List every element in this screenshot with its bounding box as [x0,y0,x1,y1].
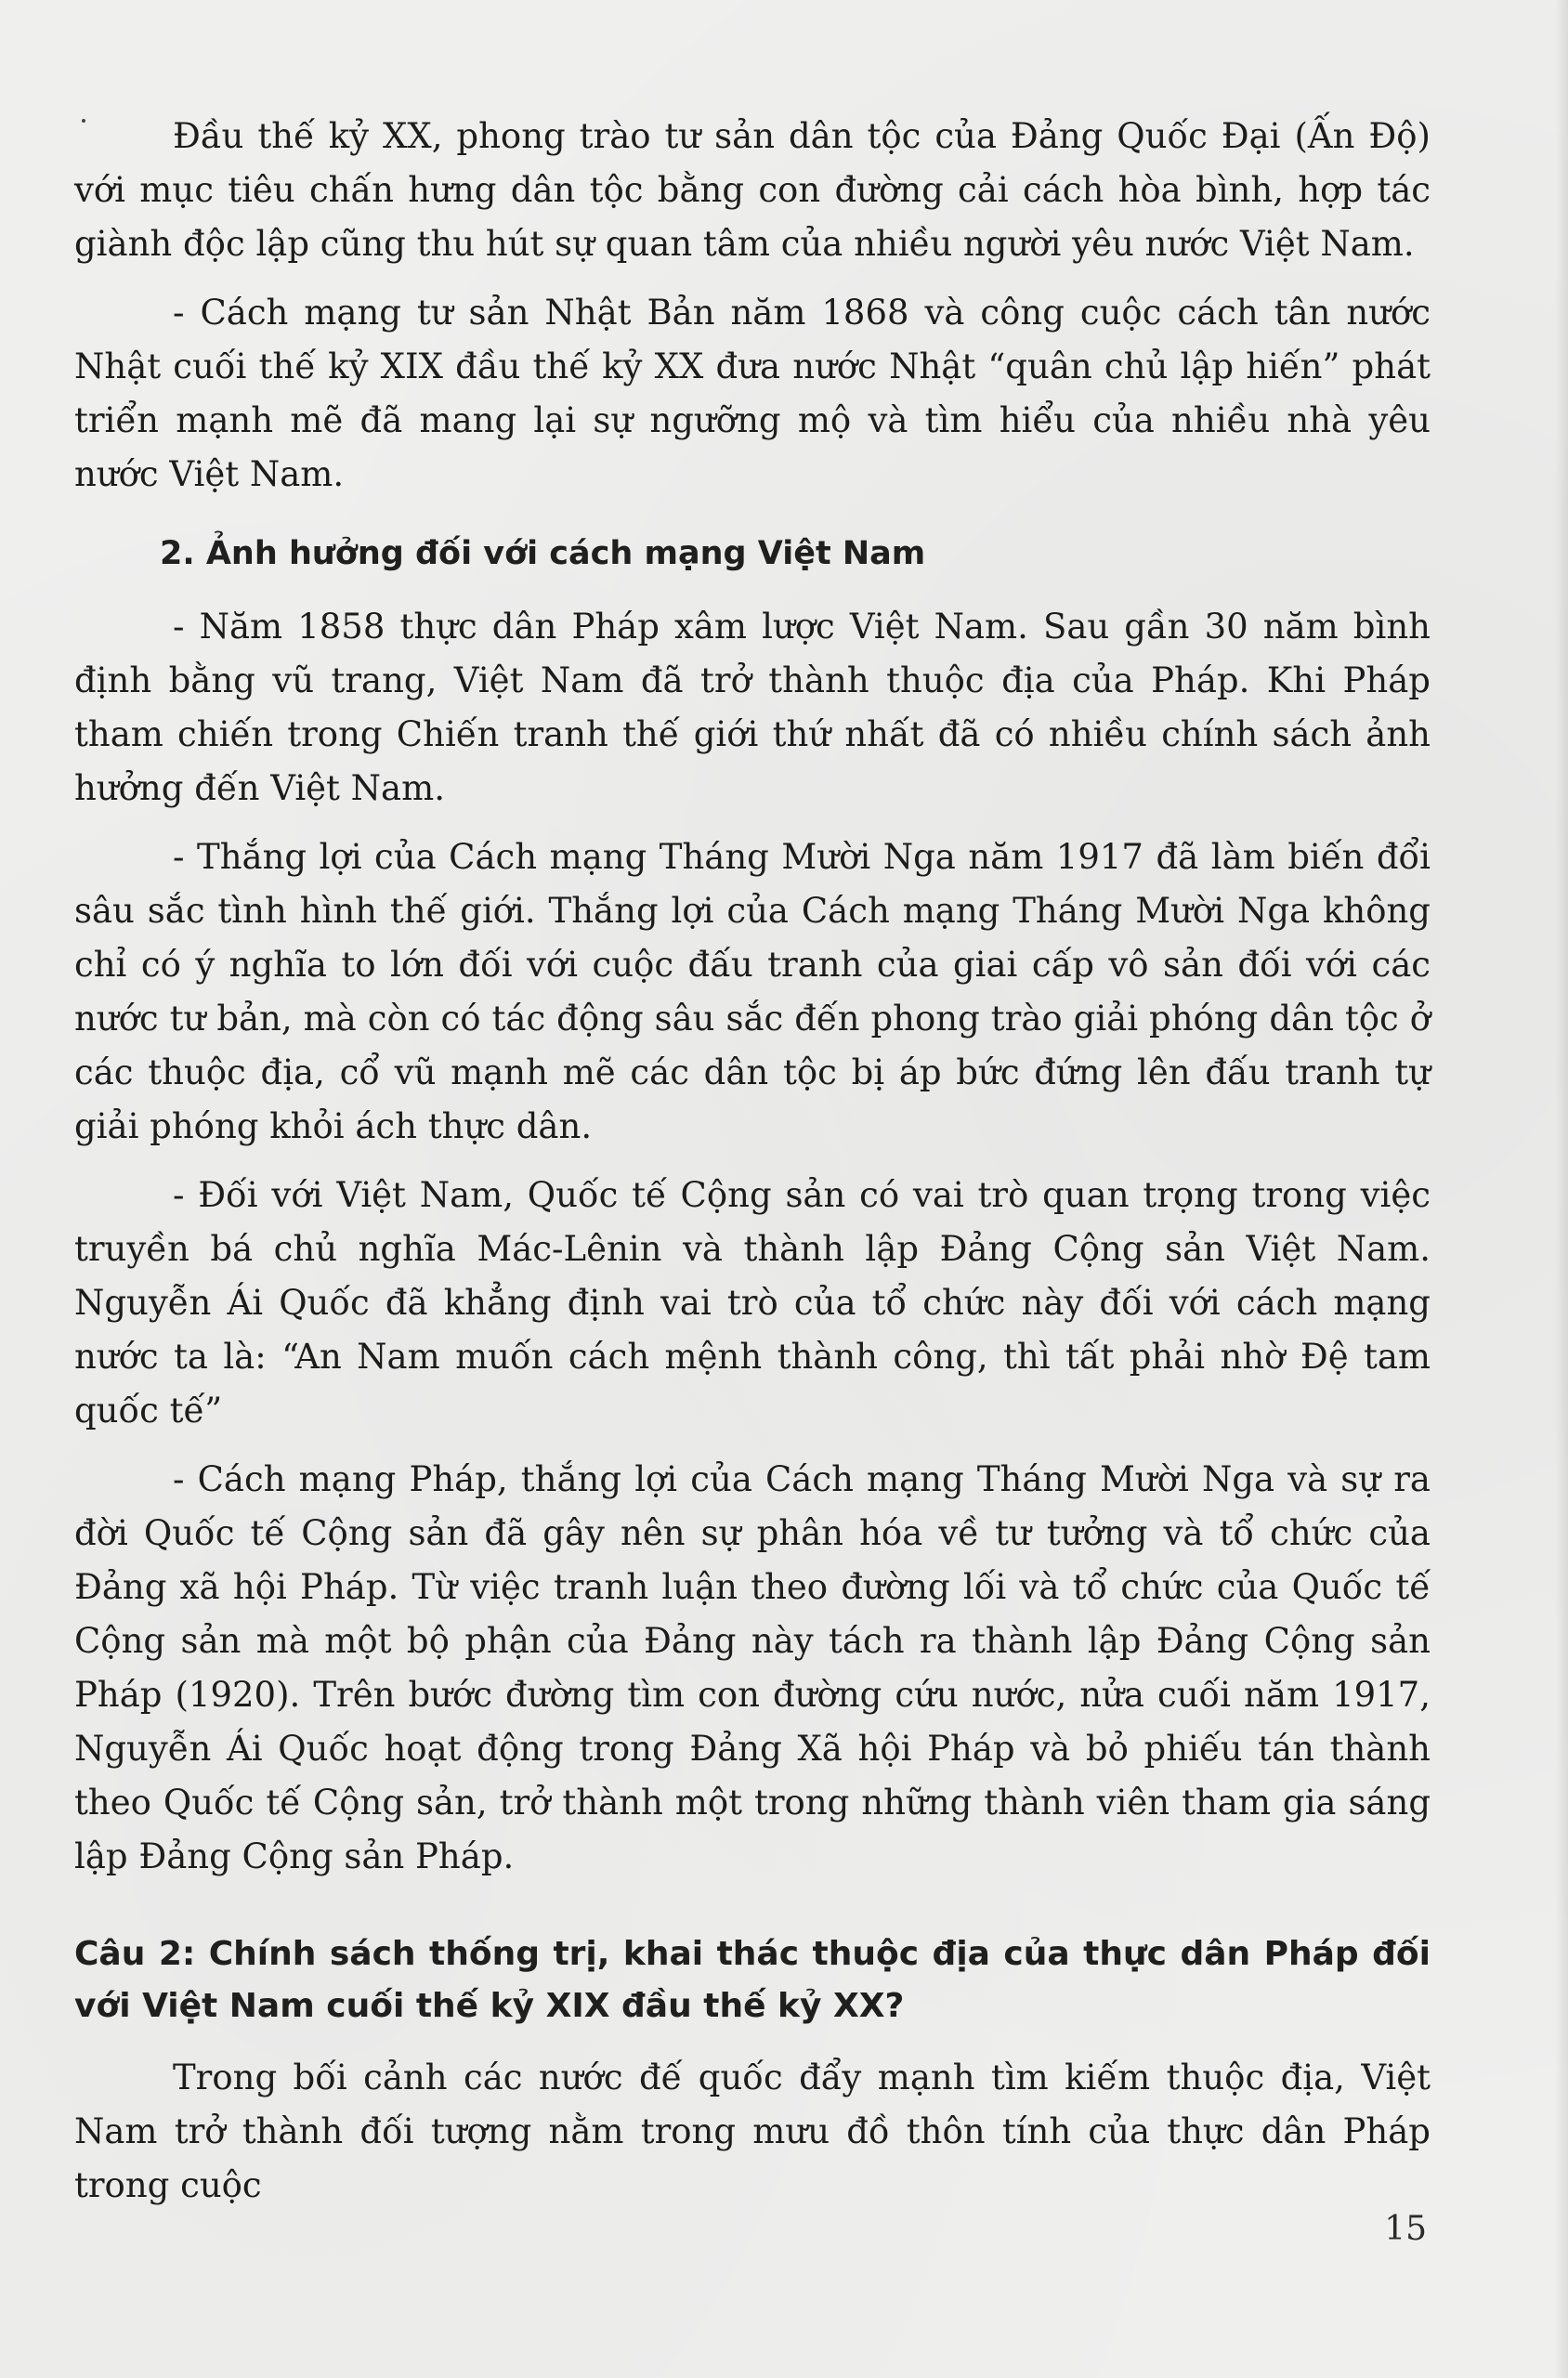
paragraph-french-colonization: - Năm 1858 thực dân Pháp xâm lược Việt Nam. Sau gần 30 năm bình định bằng vũ trang, Việt Nam đã trở thành thuộc địa của Pháp. Khi Pháp tham chiến trong Chiến tranh thế giới thứ nhất đã có nhiều chính sách ảnh hưởng đến Việt Nam. [74,607,1431,808]
section-heading: 2. Ảnh hưởng đối với cách mạng Việt Nam [160,535,926,572]
print-speck [82,119,85,123]
paragraph-answer: Trong bối cảnh các nước đế quốc đẩy mạnh tìm kiếm thuộc địa, Việt Nam trở thành đối tượng nằm trong mưu đồ thôn tính của thực dân Pháp trong cuộc [74,2058,1431,2205]
paragraph-meiji-japan: - Cách mạng tư sản Nhật Bản năm 1868 và công cuộc cách tân nước Nhật cuối thế kỷ XIX đầu thế kỷ XX đưa nước Nhật “quân chủ lập hiến” phát triển mạnh mẽ đã mang lại sự ngưỡng mộ và tìm hiểu của nhiều nhà yêu nước Việt Nam. [74,293,1431,494]
paragraph-comintern-vietnam: - Đối với Việt Nam, Quốc tế Cộng sản có vai trò quan trọng trong việc truyền bá chủ nghĩa Mác-Lênin và thành lập Đảng Cộng sản Việt Nam. Nguyễn Ái Quốc đã khẳng định vai trò của tổ chức này đối với cách mạng nước ta là: “An Nam muốn cách mệnh thành công, thì tất phải nhờ Đệ tam quốc tế” [74,1175,1431,1431]
paragraph-french-communist-party: - Cách mạng Pháp, thắng lợi của Cách mạng Tháng Mười Nga và sự ra đời Quốc tế Cộng sản đã gây nên sự phân hóa về tư tưởng và tổ chức của Đảng xã hội Pháp. Từ việc tranh luận theo đường lối và tổ chức của Quốc tế Cộng sản mà một bộ phận của Đảng này tách ra thành lập Đảng Cộng sản Pháp (1920). Trên bước đường tìm con đường cứu nước, nửa cuối năm 1917, Nguyễn Ái Quốc hoạt động trong Đảng Xã hội Pháp và bỏ phiếu tán thành theo Quốc tế Cộng sản, trở thành một trong những thành viên tham gia sáng lập Đảng Cộng sản Pháp. [74,1459,1431,1876]
paragraph-indian-national-congress: Đầu thế kỷ XX, phong trào tư sản dân tộc của Đảng Quốc Đại (Ấn Độ) với mục tiêu chấn hưng dân tộc bằng con đường cải cách hòa bình, hợp tác giành độc lập cũng thu hút sự quan tâm của nhiều người yêu nước Việt Nam. [74,116,1431,264]
question-heading: Câu 2: Chính sách thống trị, khai thác thuộc địa của thực dân Pháp đối với Việt Nam cuối thế kỷ XIX đầu thế kỷ XX? [74,1935,1431,2025]
paragraph-october-revolution: - Thắng lợi của Cách mạng Tháng Mười Nga năm 1917 đã làm biến đổi sâu sắc tình hình thế giới. Thắng lợi của Cách mạng Tháng Mười Nga không chỉ có ý nghĩa to lớn đối với cuộc đấu tranh của giai cấp vô sản đối với các nước tư bản, mà còn có tác động sâu sắc đến phong trào giải phóng dân tộc ở các thuộc địa, cổ vũ mạnh mẽ các dân tộc bị áp bức đứng lên đấu tranh tự giải phóng khỏi ách thực dân. [74,837,1431,1146]
page-number: 15 [1384,2210,1427,2248]
